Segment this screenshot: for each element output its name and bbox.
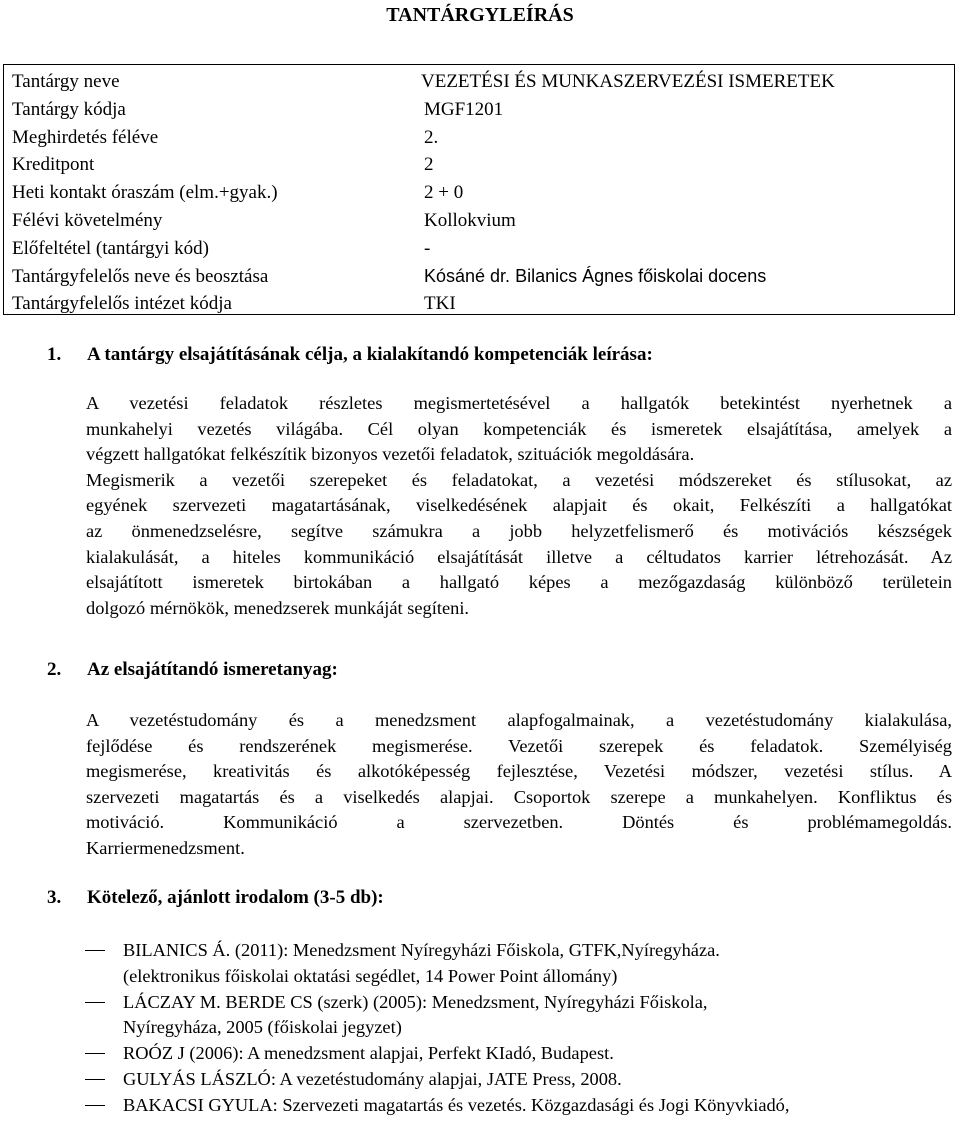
paragraph-line: kialakulását, a hiteles kommunikáció elsajátítását illetve a céltudatos karrier létrehozását. Az: [86, 546, 952, 567]
reference-text: BILANICS Á. (2011): Menedzsment Nyíregyházi Főiskola, GTFK,Nyíregyháza.: [123, 940, 720, 960]
paragraph-line: A vezetéstudomány és a menedzsment alapfogalmainak, a vezetéstudomány kialakulása,: [86, 710, 952, 730]
reference-item: [0, 1067, 960, 1093]
info-value: 2 + 0: [424, 182, 464, 204]
info-value: TKI: [424, 293, 456, 315]
paragraph-line: munkahelyi vezetés világába. Cél olyan kompetenciák és ismeretek elsajátítása, amelyek a: [86, 418, 952, 439]
info-label: Tantárgy neve: [12, 71, 120, 92]
reference-text: GULYÁS LÁSZLÓ: A vezetéstudomány alapjai, JATE Press, 2008.: [123, 1068, 622, 1089]
info-label: Tantárgyfelelős intézet kódja: [12, 293, 232, 315]
info-value: -: [424, 237, 431, 259]
info-row-credit: [4, 151, 954, 179]
paragraph-line: az önmenedzselésre, segítve számukra a jobb helyzetfelismerő és motivációs készségek: [86, 520, 952, 541]
section-number: 2.: [47, 659, 62, 680]
paragraph-line: szervezeti magatartás és a viselkedés alapjai. Csoportok szerepe a munkahelyen. Konfliktus és: [86, 786, 952, 807]
reference-text: LÁCZAY M. BERDE CS (szerk) (2005): Menedzsment, Nyíregyházi Főiskola,: [123, 991, 708, 1012]
info-row-institute: [4, 290, 954, 318]
info-value: 2.: [424, 126, 439, 148]
paragraph-line: elsajátított ismeretek birtokában a hallgató képes a mezőgazdaság különböző területein: [86, 572, 952, 593]
info-row-responsible: [4, 263, 954, 291]
reference-item: [0, 990, 960, 1042]
info-value: VEZETÉSI ÉS MUNKASZERVEZÉSI ISMERETEK: [421, 71, 835, 92]
info-label: Heti kontakt óraszám (elm.+gyak.): [12, 182, 278, 204]
info-value: MGF1201: [424, 98, 504, 120]
info-row-name: [4, 68, 954, 96]
document-title: TANTÁRGYLEÍRÁS: [386, 4, 574, 26]
paragraph-line: egyének szervezeti magatartásának, viselkedésének alapjait és okait, Felkészíti a hallgatókat: [86, 495, 952, 516]
section-paragraph: [86, 708, 952, 862]
section-heading: [47, 342, 653, 368]
section-title: Kötelező, ajánlott irodalom (3-5 db):: [87, 887, 384, 908]
paragraph-line: motiváció. Kommunikáció a szervezetben. Döntés és problémamegoldás.: [86, 812, 952, 833]
section-number: 1.: [47, 344, 62, 365]
info-label: Előfeltétel (tantárgyi kód): [12, 237, 209, 259]
info-label: Félévi követelmény: [12, 209, 163, 231]
course-info-table: [3, 64, 955, 315]
info-value: 2: [424, 154, 434, 176]
dash-bullet-icon: [85, 1053, 105, 1054]
reference-text-continued: (elektronikus főiskolai oktatási segédlet, 14 Power Point állomány): [123, 965, 618, 986]
dash-bullet-icon: [85, 1105, 105, 1106]
paragraph-line: végzett hallgatókat felkészítik bizonyos vezetői feladatok, szituációk megoldására.: [86, 444, 695, 465]
reference-item: [0, 1093, 960, 1119]
info-value: Kósáné dr. Bilanics Ágnes főiskolai docens: [424, 265, 767, 286]
paragraph-line: Megismerik a vezetői szerepeket és feladatokat, a vezetési módszereket és stílusokat, az: [86, 469, 952, 490]
info-row-semester: [4, 124, 954, 152]
info-row-prerequisite: [4, 235, 954, 263]
reference-item: [0, 938, 960, 990]
info-label: Kreditpont: [12, 154, 95, 176]
section-paragraph: [86, 391, 952, 621]
info-row-requirement: [4, 207, 954, 235]
section-title: Az elsajátítandó ismeretanyag:: [87, 659, 338, 680]
reference-text: BAKACSI GYULA: Szervezeti magatartás és vezetés. Közgazdasági és Jogi Könyvkiadó,: [123, 1094, 790, 1115]
dash-bullet-icon: [85, 950, 105, 951]
reference-item: [0, 1041, 960, 1067]
paragraph-line: megismerése, kreativitás és alkotóképesség fejlesztése, Vezetési módszer, vezetési stílus. A: [86, 761, 952, 782]
info-row-code: [4, 96, 954, 124]
section-heading: [47, 657, 338, 683]
info-label: Tantárgyfelelős neve és beosztása: [12, 265, 269, 287]
paragraph-line: fejlődése és rendszerének megismerése. Vezetői szerepek és feladatok. Személyiség: [86, 735, 952, 756]
section-heading: [47, 885, 384, 911]
reference-text: ROÓZ J (2006): A menedzsment alapjai, Perfekt KIadó, Budapest.: [123, 1043, 614, 1064]
paragraph-line: dolgozó mérnökök, menedzserek munkáját segíteni.: [86, 597, 470, 618]
reference-text-continued: Nyíregyháza, 2005 (főiskolai jegyzet): [123, 1017, 402, 1038]
section-title: A tantárgy elsajátításának célja, a kialakítandó kompetenciák leírása:: [87, 344, 653, 365]
paragraph-line: Karriermenedzsment.: [86, 837, 245, 858]
info-value: Kollokvium: [424, 209, 516, 231]
reference-list: [0, 938, 960, 1119]
dash-bullet-icon: [85, 1079, 105, 1080]
section-number: 3.: [47, 887, 62, 908]
paragraph-line: A vezetési feladatok részletes megismertetésével a hallgatók betekintést nyerhetnek a: [86, 393, 952, 413]
info-label: Meghirdetés féléve: [12, 126, 159, 148]
info-row-hours: [4, 179, 954, 207]
dash-bullet-icon: [85, 1002, 105, 1003]
info-label: Tantárgy kódja: [12, 98, 126, 120]
